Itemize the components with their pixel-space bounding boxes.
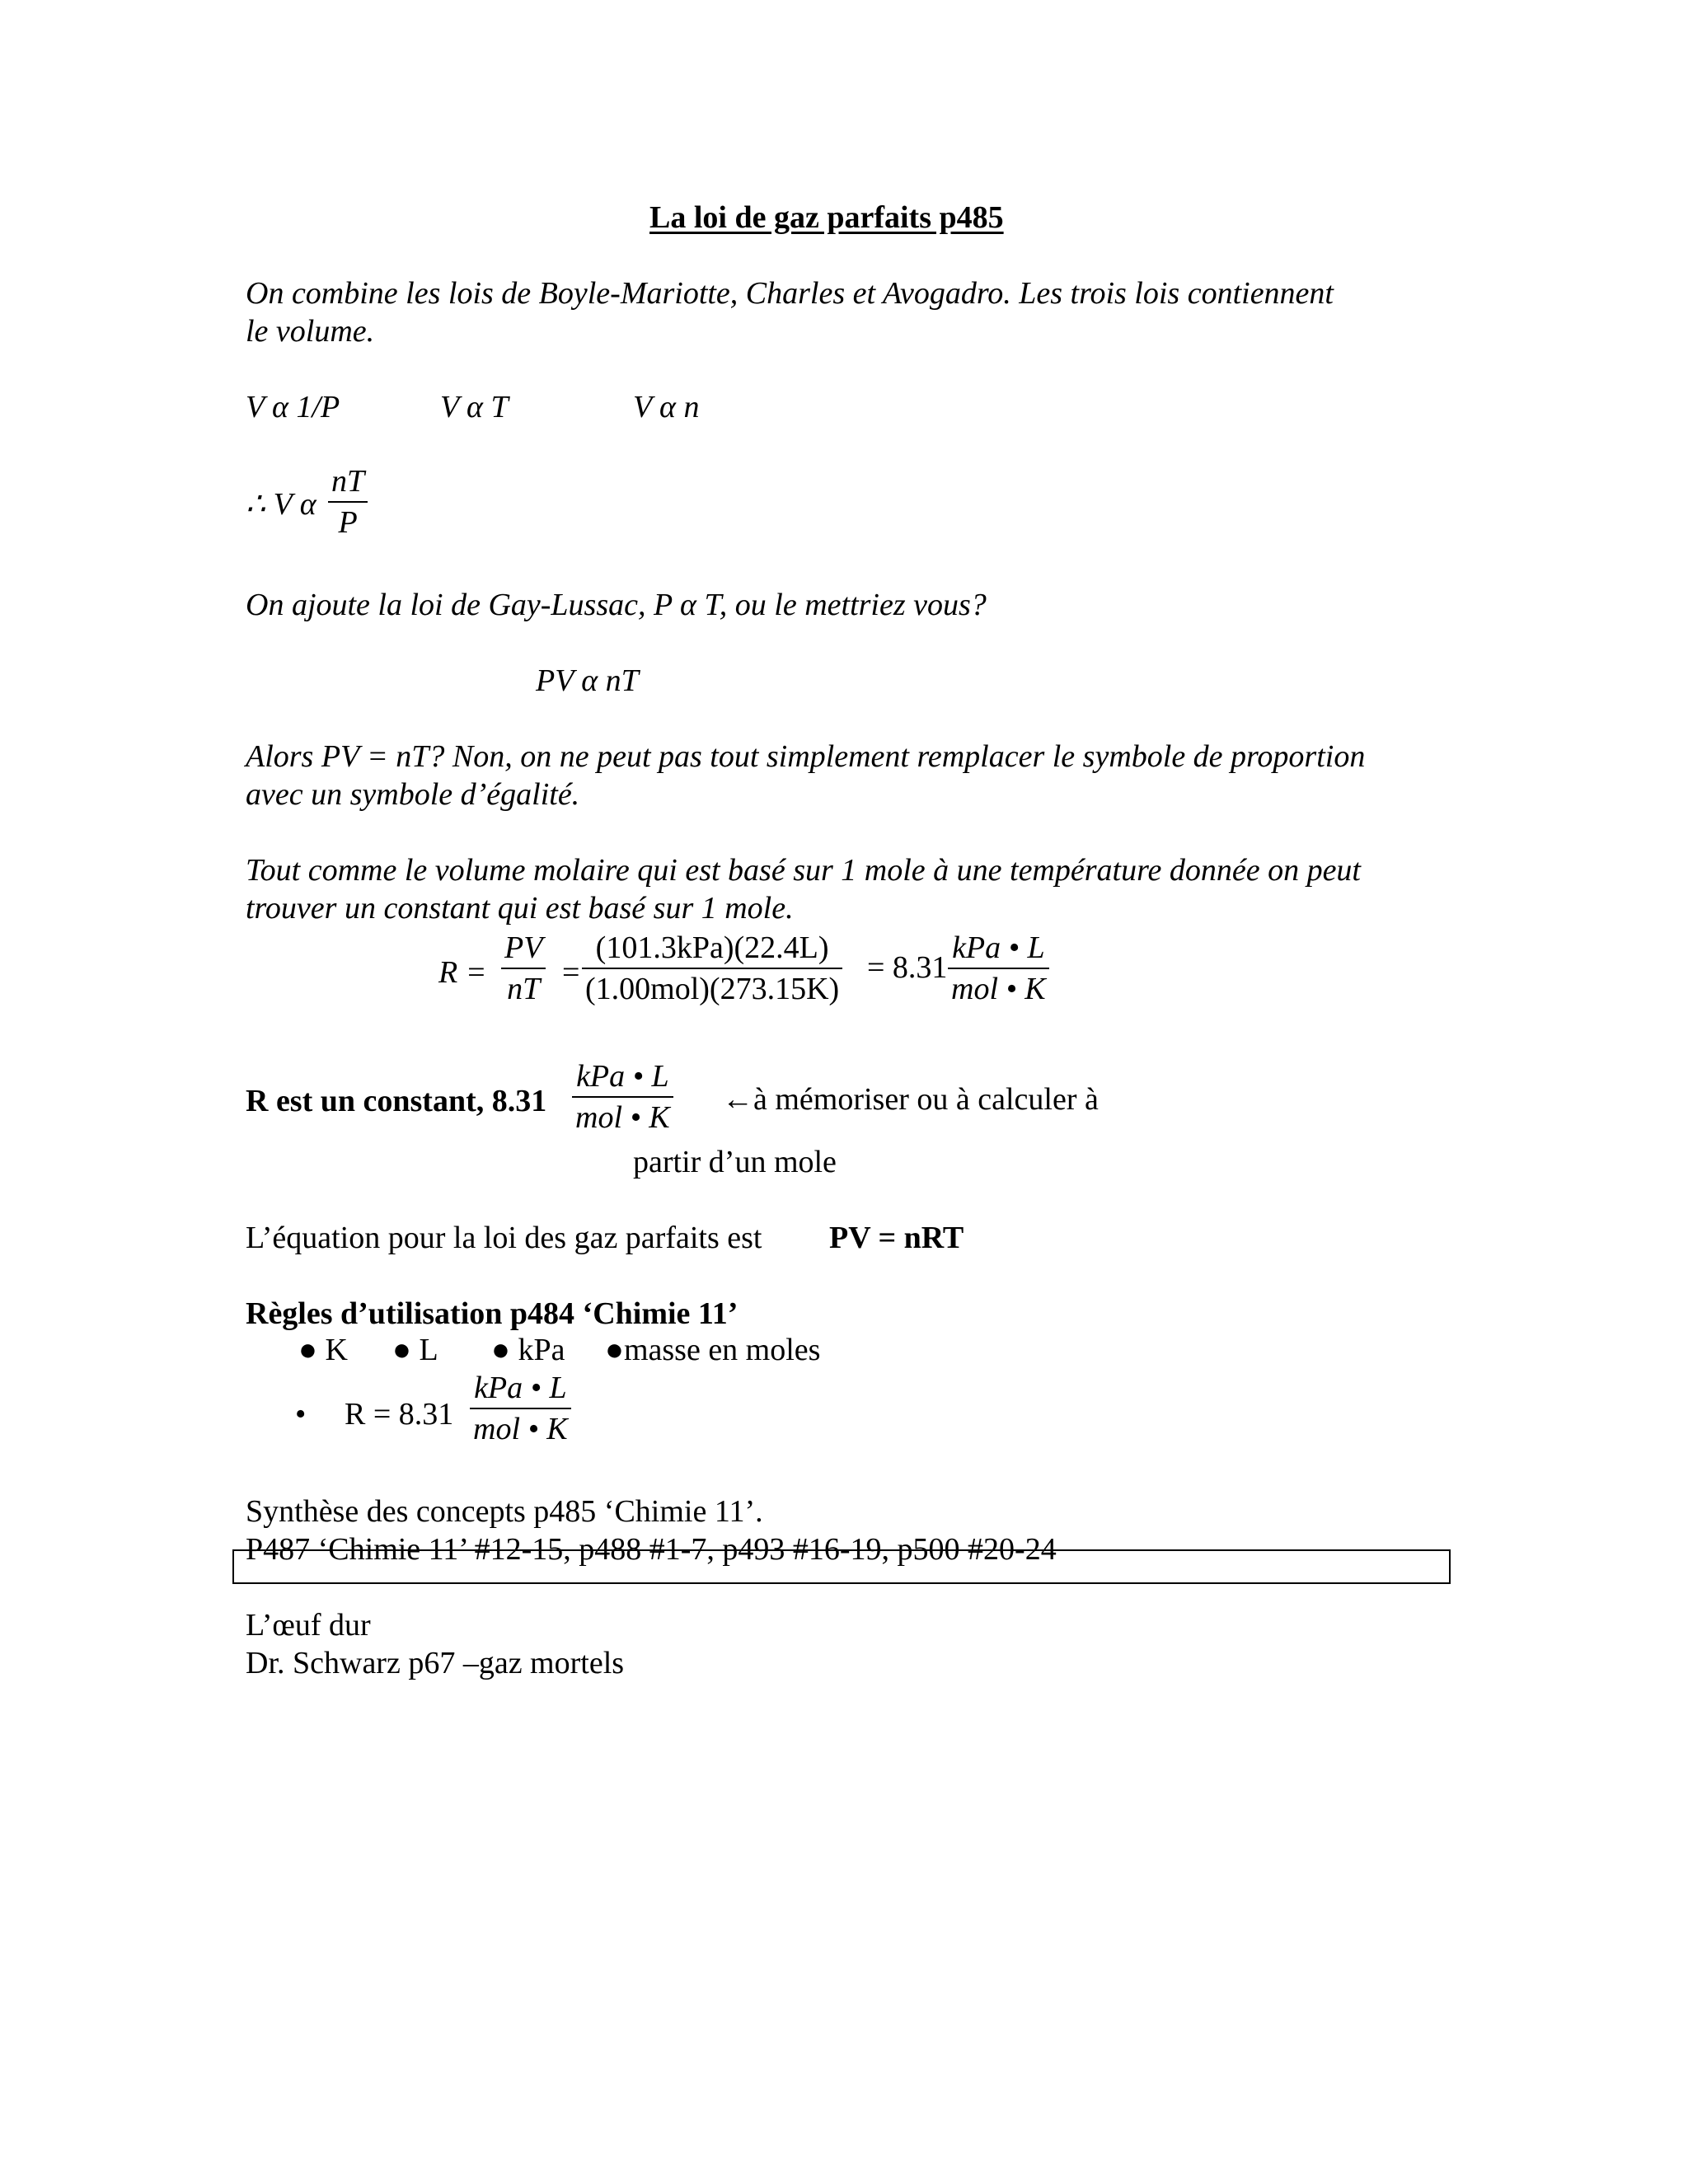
molar-line-1: Tout comme le volume molaire qui est basé sur 1 mole à une température donnée on peut — [246, 853, 1361, 888]
footer-line-2: Dr. Schwarz p67 –gaz mortels — [246, 1646, 625, 1680]
rule-r-value: R = 8.31 — [345, 1397, 454, 1432]
r-constant-note-2: partir d’un mole — [633, 1145, 837, 1179]
rule-bullet-litre: ● L — [392, 1333, 438, 1367]
r-fraction-numerator: PV — [504, 930, 543, 965]
r-constant-note-1: ←à mémoriser ou à calculer à — [722, 1082, 1099, 1117]
molar-line-2: trouver un constant qui est basé sur 1 mole. — [246, 891, 794, 926]
r-equation-lhs: R = — [438, 955, 487, 990]
r-fraction-values — [582, 930, 842, 1007]
r-unit-numerator: kPa • L — [952, 930, 1045, 965]
question-line-2: avec un symbole d’égalité. — [246, 777, 580, 812]
r-unit-fraction — [948, 930, 1049, 1007]
proportion-moles: V α n — [633, 390, 700, 424]
pv-alpha-nt: PV α nT — [536, 663, 639, 698]
exercises-text: P487 ‘Chimie 11’ #12-15, p488 #1-7, p493 #16-19, p500 #20-24 — [246, 1532, 1057, 1567]
r-values-numerator: (101.3kPa)(22.4L) — [595, 930, 829, 965]
r-equals-1: = — [562, 955, 580, 990]
page-title: La loi de gaz parfaits p485 — [649, 200, 1004, 235]
rules-heading: Règles d’utilisation p484 ‘Chimie 11’ — [246, 1296, 738, 1331]
r-constant-label: R est un constant, 8.31 — [246, 1084, 547, 1118]
ideal-law-formula: PV = nRT — [829, 1221, 964, 1255]
rule-r-unit — [470, 1370, 571, 1447]
rule-r-unit-denominator: mol • K — [473, 1412, 568, 1446]
ideal-law-text: L’équation pour la loi des gaz parfaits est — [246, 1221, 762, 1255]
proportion-pressure: V α 1/P — [246, 390, 340, 424]
r-constant-unit-numerator: kPa • L — [576, 1059, 669, 1094]
question-line-1: Alors PV = nT? Non, on ne peut pas tout simplement remplacer le symbole de proportion — [246, 739, 1366, 774]
rule-r-bullet: • — [295, 1397, 307, 1432]
rule-bullet-moles: ●masse en moles — [605, 1333, 821, 1367]
gay-lussac-text: On ajoute la loi de Gay-Lussac, P α T, ou le mettriez vous? — [246, 588, 987, 622]
r-equals-value: = 8.31 — [867, 950, 948, 985]
therefore-numerator: nT — [331, 464, 365, 499]
r-fraction-denominator: nT — [507, 972, 541, 1006]
intro-line-2: le volume. — [246, 314, 375, 349]
r-unit-denominator: mol • K — [951, 972, 1046, 1006]
therefore-fraction — [328, 463, 368, 541]
r-values-denominator: (1.00mol)(273.15K) — [585, 972, 840, 1006]
rule-bullet-kelvin: ● K — [298, 1333, 348, 1367]
footer-line-1: L’œuf dur — [246, 1608, 371, 1643]
r-constant-unit-denominator: mol • K — [575, 1100, 670, 1135]
therefore-denominator: P — [338, 505, 358, 540]
rule-bullet-kpa: ● kPa — [491, 1333, 565, 1367]
therefore-prefix: ∴ V α — [246, 487, 316, 522]
rule-r-unit-numerator: kPa • L — [474, 1371, 567, 1405]
r-constant-unit — [572, 1058, 673, 1136]
intro-line-1: On combine les lois de Boyle-Mariotte, Charles et Avogadro. Les trois lois contiennent — [246, 276, 1334, 311]
proportion-temperature: V α T — [440, 390, 509, 424]
synthese-text: Synthèse des concepts p485 ‘Chimie 11’. — [246, 1494, 763, 1529]
r-fraction-pv-nt — [501, 930, 546, 1007]
